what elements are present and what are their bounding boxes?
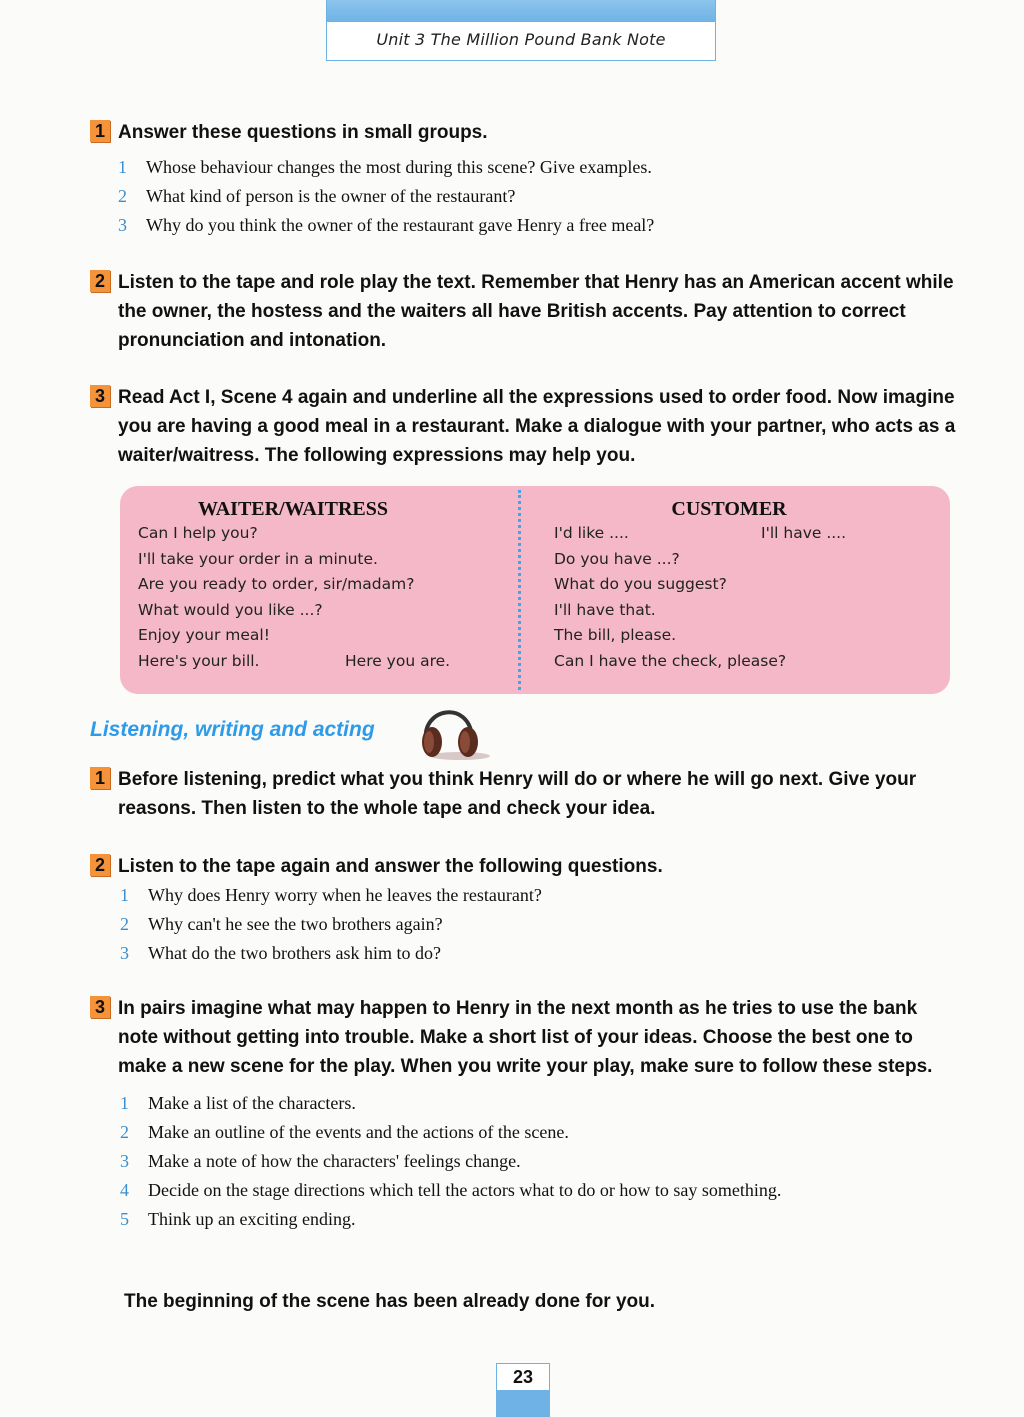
step-text: Make a note of how the characters' feelings change. xyxy=(148,1151,521,1171)
closing-instruction: The beginning of the scene has been already done for you. xyxy=(124,1291,656,1312)
expression-line xyxy=(554,521,934,547)
expression-line xyxy=(138,649,518,675)
question-number: 1 xyxy=(120,885,129,905)
expression-line: Can I have the check, please? xyxy=(554,651,787,670)
step-item xyxy=(120,1176,960,1205)
task-instruction: Listen to the tape and role play the text. Remember that Henry has an American accent while the owner, the hostess and the waiters all have British accents. Pay attention to correct pronunciation and intonation. xyxy=(118,272,954,351)
expression-line: I'll take your order in a minute. xyxy=(138,549,378,568)
task-number: 1 xyxy=(90,767,110,789)
expression-text: Here's your bill. xyxy=(138,651,260,670)
task-number: 2 xyxy=(90,854,110,876)
unit-title: Unit 3 The Million Pound Bank Note xyxy=(376,30,666,49)
header-banner-image xyxy=(327,0,715,22)
task-number: 3 xyxy=(90,385,110,407)
question-number: 2 xyxy=(120,914,129,934)
expression-text: I'll have .... xyxy=(761,524,847,542)
column-divider xyxy=(518,490,521,690)
question-item xyxy=(118,182,960,211)
task-1 xyxy=(90,118,960,240)
question-item xyxy=(120,881,960,910)
waiter-column xyxy=(138,498,518,675)
headphones-icon xyxy=(412,700,496,762)
question-text: What kind of person is the owner of the restaurant? xyxy=(146,186,516,206)
question-item xyxy=(118,211,960,240)
question-text: Whose behaviour changes the most during this scene? Give examples. xyxy=(146,157,652,177)
step-text: Think up an exciting ending. xyxy=(148,1209,356,1229)
task-instruction: In pairs imagine what may happen to Henry in the next month as he tries to use the bank note without getting into trouble. Make a short list of your ideas. Choose the best one to make a new scene for the play. When you write your play, make sure to follow these steps. xyxy=(118,998,933,1077)
step-number: 1 xyxy=(120,1093,129,1113)
step-item xyxy=(120,1089,960,1118)
listening-task-3 xyxy=(90,994,960,1234)
page-number-band xyxy=(497,1390,549,1416)
section-title: Listening, writing and acting xyxy=(90,718,375,741)
task-instruction: Read Act I, Scene 4 again and underline all the expressions used to order food. Now imagine you are having a good meal in a restaurant. Make a dialogue with your partner, who acts as a waiter/waitress. The following expressions may help you. xyxy=(118,387,956,466)
step-text: Make an outline of the events and the actions of the scene. xyxy=(148,1122,569,1142)
question-item xyxy=(120,910,960,939)
question-item xyxy=(120,939,960,968)
question-number: 3 xyxy=(120,943,129,963)
task-instruction: Listen to the tape again and answer the following questions. xyxy=(118,856,663,877)
task-2 xyxy=(90,268,960,355)
task-instruction: Before listening, predict what you think Henry will do or where he will go next. Give your reasons. Then listen to the whole tape and check your idea. xyxy=(118,769,917,819)
expression-text: I'd like .... xyxy=(554,524,629,542)
customer-heading: CUSTOMER xyxy=(671,498,787,520)
step-number: 2 xyxy=(120,1122,129,1142)
question-number: 1 xyxy=(118,157,127,177)
expression-line: Enjoy your meal! xyxy=(138,626,270,645)
expression-line: I'll have that. xyxy=(554,600,656,619)
expressions-box xyxy=(120,486,950,694)
question-text: What do the two brothers ask him to do? xyxy=(148,943,441,963)
step-number: 4 xyxy=(120,1180,129,1200)
page-number-box xyxy=(496,1363,550,1417)
waiter-heading: WAITER/WAITRESS xyxy=(197,498,389,520)
step-number: 3 xyxy=(120,1151,129,1171)
step-item xyxy=(120,1205,960,1234)
task-number: 3 xyxy=(90,996,110,1018)
expression-line: What would you like ...? xyxy=(138,600,323,619)
unit-header xyxy=(326,0,716,61)
page-number: 23 xyxy=(497,1364,549,1390)
step-number: 5 xyxy=(120,1209,129,1229)
step-item xyxy=(120,1147,960,1176)
step-text: Decide on the stage directions which tell the actors what to do or how to say something. xyxy=(148,1180,782,1200)
task-3 xyxy=(90,383,960,470)
expression-line: Do you have ...? xyxy=(554,549,680,568)
task-number: 1 xyxy=(90,120,110,142)
expression-line: The bill, please. xyxy=(554,626,677,645)
question-text: Why can't he see the two brothers again? xyxy=(148,914,443,934)
question-number: 3 xyxy=(118,215,127,235)
expression-line: Are you ready to order, sir/madam? xyxy=(138,575,415,594)
step-item xyxy=(120,1118,960,1147)
listening-task-1 xyxy=(90,765,960,823)
question-number: 2 xyxy=(118,186,127,206)
task-instruction: Answer these questions in small groups. xyxy=(118,122,488,143)
expression-line: Can I help you? xyxy=(138,524,258,542)
question-text: Why does Henry worry when he leaves the restaurant? xyxy=(148,885,542,905)
expression-line: What do you suggest? xyxy=(554,575,727,594)
step-text: Make a list of the characters. xyxy=(148,1093,356,1113)
expression-text: Here you are. xyxy=(345,651,451,670)
question-item xyxy=(118,153,960,182)
task-number: 2 xyxy=(90,270,110,292)
customer-column xyxy=(554,498,934,675)
question-text: Why do you think the owner of the restaurant gave Henry a free meal? xyxy=(146,215,655,235)
listening-task-2 xyxy=(90,852,960,968)
